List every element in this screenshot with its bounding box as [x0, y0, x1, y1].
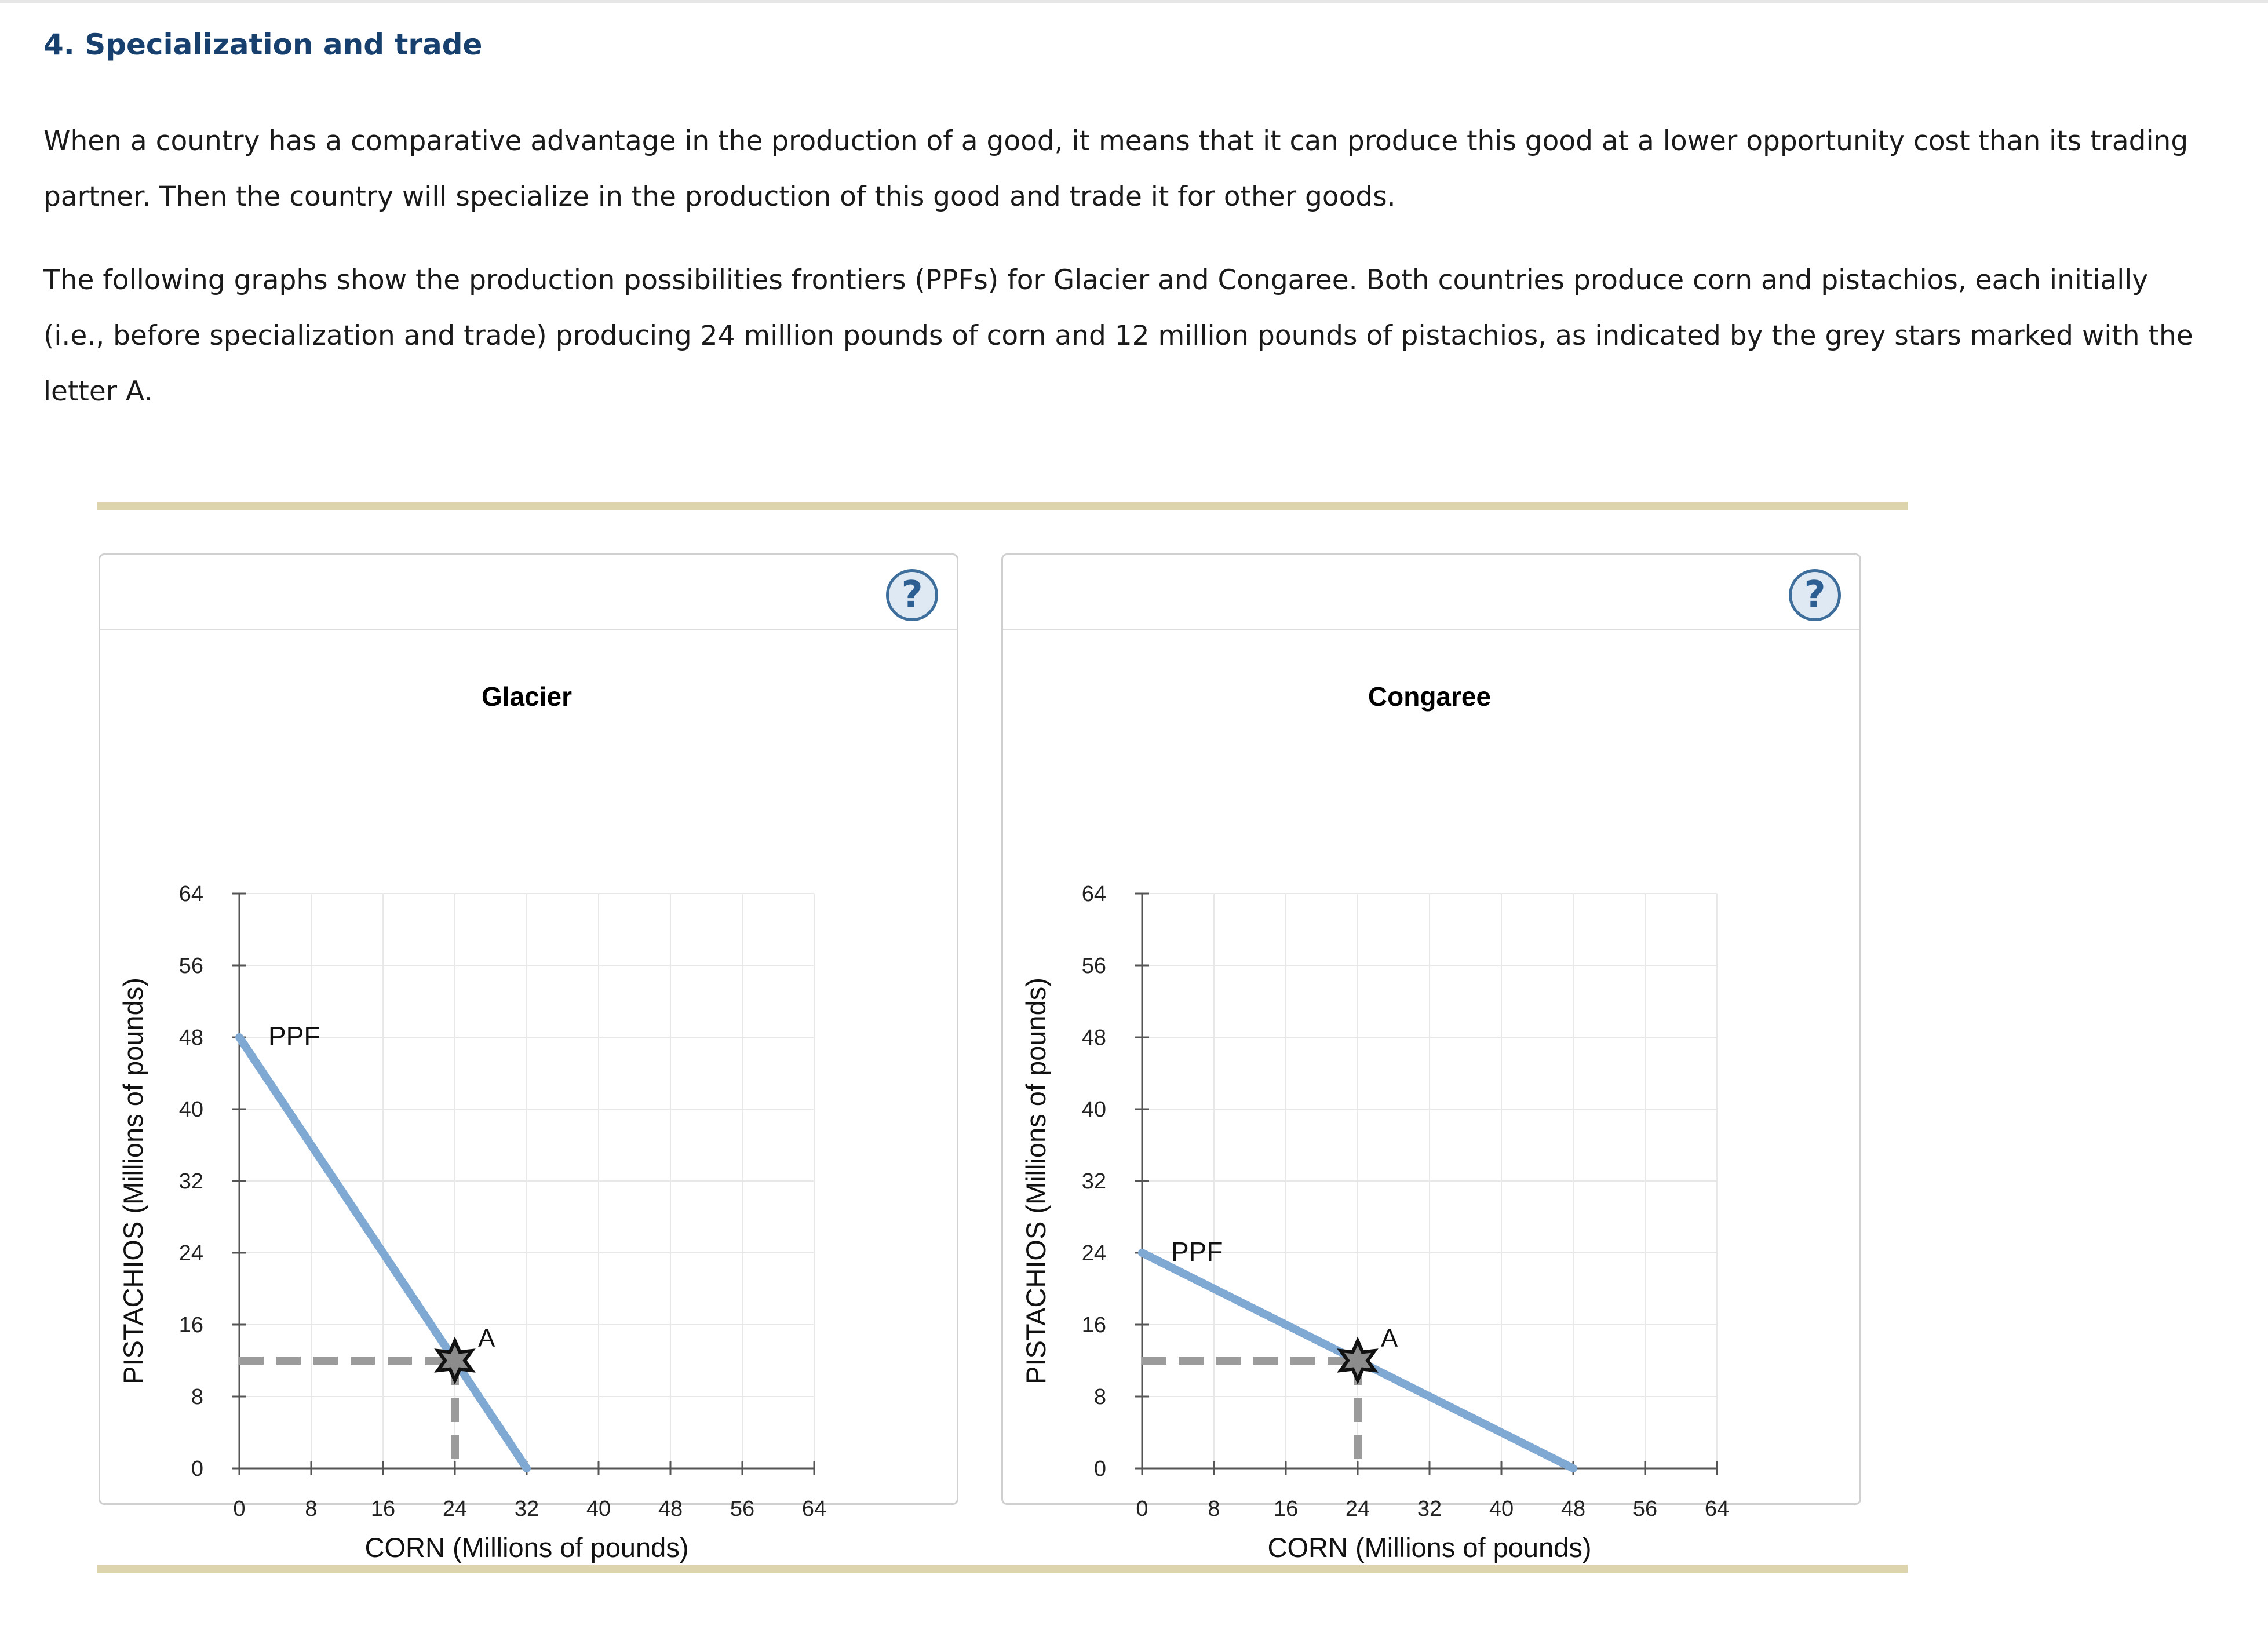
- y-tick-label: 24: [178, 1241, 203, 1266]
- y-tick-label: 40: [178, 1098, 203, 1122]
- ppf-label: PPF: [1171, 1237, 1223, 1267]
- x-tick-label: 8: [305, 1497, 318, 1521]
- y-tick-label: 0: [1093, 1457, 1106, 1481]
- y-tick-label: 16: [178, 1313, 203, 1337]
- panel-header: [100, 555, 957, 630]
- x-tick-label: 56: [730, 1497, 755, 1521]
- x-tick-label: 32: [514, 1497, 539, 1521]
- x-tick-label: 16: [1273, 1497, 1299, 1521]
- congaree-graph-panel: [1001, 553, 1861, 1563]
- y-tick-label: 64: [1081, 882, 1106, 906]
- y-tick-label: 8: [1093, 1385, 1106, 1409]
- y-tick-label: 0: [191, 1457, 203, 1481]
- y-tick-label: 56: [1081, 954, 1106, 978]
- help-button[interactable]: ?: [886, 569, 938, 621]
- point-a-label: A: [1381, 1324, 1398, 1352]
- point-a-label: A: [478, 1324, 495, 1352]
- y-tick-label: 56: [178, 954, 203, 978]
- x-tick-label: 56: [1632, 1497, 1658, 1521]
- y-axis-title: PISTACHIOS (Millions of pounds): [1020, 978, 1051, 1384]
- chart-title: Congaree: [1368, 681, 1492, 712]
- y-tick-label: 64: [178, 882, 203, 906]
- top-divider: [0, 0, 2268, 3]
- y-tick-label: 40: [1081, 1098, 1106, 1122]
- y-tick-label: 24: [1081, 1241, 1106, 1266]
- section-top-rule: [97, 502, 1908, 510]
- x-tick-label: 24: [1345, 1497, 1370, 1521]
- x-tick-label: 64: [1704, 1497, 1730, 1521]
- y-tick-label: 32: [1081, 1169, 1106, 1194]
- chart-title: Glacier: [482, 681, 572, 712]
- x-tick-label: 48: [658, 1497, 683, 1521]
- x-axis-title: CORN (Millions of pounds): [364, 1532, 689, 1563]
- glacier-ppf-chart: [100, 630, 957, 1563]
- y-tick-label: 48: [1081, 1026, 1106, 1050]
- x-axis-title: CORN (Millions of pounds): [1267, 1532, 1592, 1563]
- x-tick-label: 16: [370, 1497, 396, 1521]
- y-tick-label: 8: [191, 1385, 203, 1409]
- page-title: 4. Specialization and trade: [43, 28, 483, 61]
- y-tick-label: 16: [1081, 1313, 1106, 1337]
- x-tick-label: 8: [1208, 1497, 1220, 1521]
- point-a-star-marker: [1341, 1341, 1375, 1380]
- y-axis-title: PISTACHIOS (Millions of pounds): [118, 978, 148, 1384]
- section-bottom-rule: [97, 1565, 1908, 1573]
- ppf-label: PPF: [268, 1021, 320, 1051]
- panel-header: [1003, 555, 1859, 630]
- intro-paragraph: When a country has a comparative advantage in the production of a good, it means that it can produce this good at a lower opportunity cost than its trading partner. Then the country will specialize in the production of this good and trade it for other goods.: [43, 125, 2189, 213]
- y-tick-label: 32: [178, 1169, 203, 1194]
- x-tick-label: 40: [1489, 1497, 1514, 1521]
- x-tick-label: 0: [233, 1497, 246, 1521]
- glacier-graph-panel: [99, 553, 958, 1563]
- congaree-ppf-chart: [1003, 630, 1859, 1563]
- x-tick-label: 24: [442, 1497, 468, 1521]
- x-tick-label: 48: [1560, 1497, 1586, 1521]
- x-tick-label: 0: [1136, 1497, 1148, 1521]
- y-tick-label: 48: [178, 1026, 203, 1050]
- x-tick-label: 64: [801, 1497, 827, 1521]
- help-button[interactable]: ?: [1789, 569, 1841, 621]
- x-tick-label: 32: [1417, 1497, 1442, 1521]
- graphs-description-paragraph: The following graphs show the production possibilities frontiers (PPFs) for Glacier and Congaree. Both countries produce corn and pistachios, each initially (i.e., before specialization and trade) producing 24 million pounds of corn and 12 million pounds of pistachios, as indicated by the grey stars marked with the letter A.: [43, 264, 2193, 407]
- x-tick-label: 40: [586, 1497, 611, 1521]
